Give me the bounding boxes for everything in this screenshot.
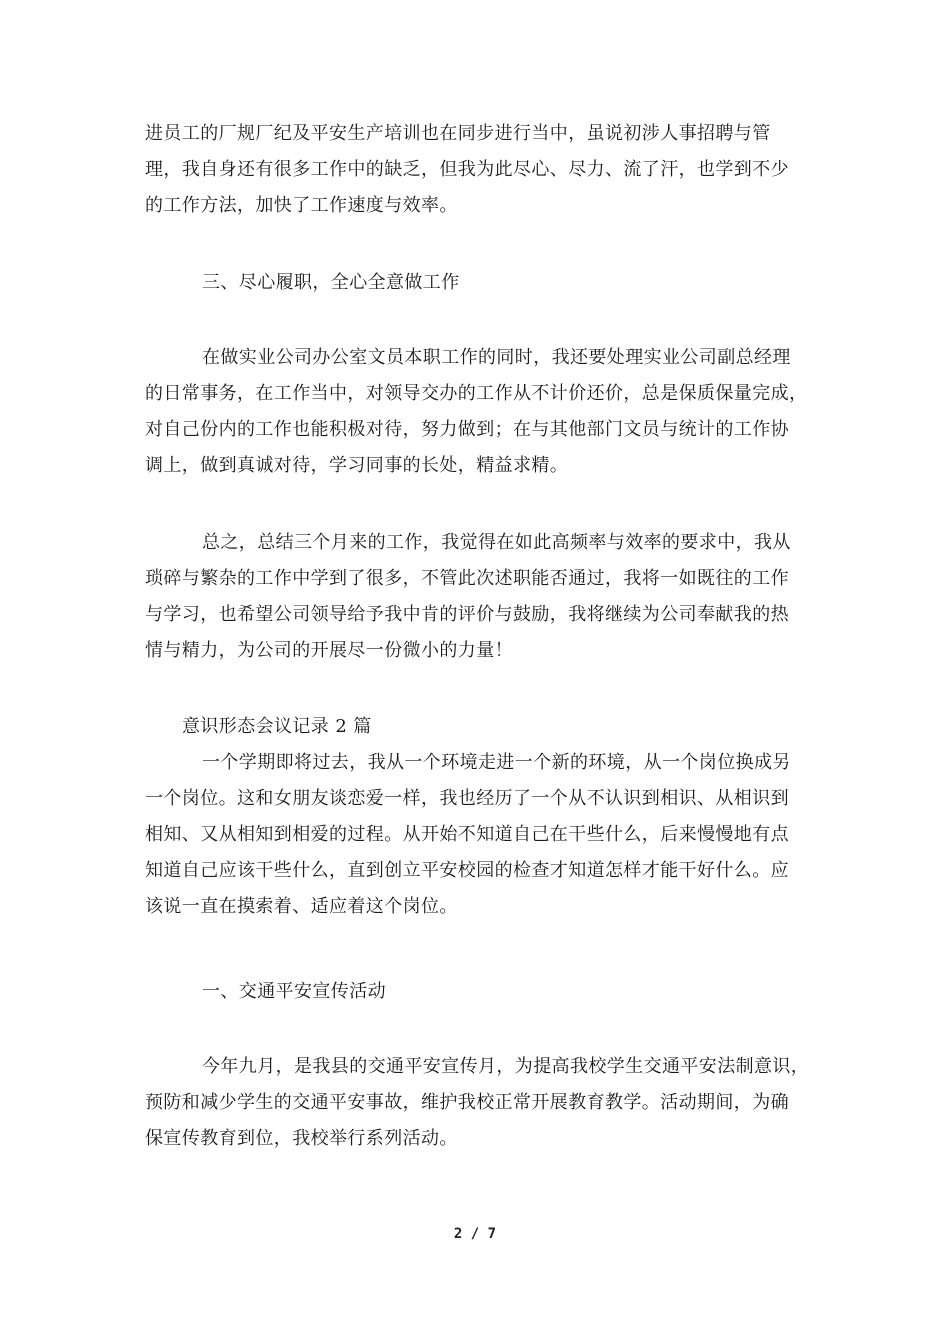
text-line: 调上，做到真诚对待，学习同事的长处，精益求精。 (145, 455, 569, 476)
text-line: 总之，总结三个月来的工作，我觉得在如此高频率与效率的要求中，我从 (202, 532, 791, 553)
page-number: 2 / 7 (453, 1226, 497, 1242)
text-line: 保宣传教育到位，我校举行系列活动。 (145, 1128, 458, 1149)
text-line: 相知、又从相知到相爱的过程。从开始不知道自己在干些什么，后来慢慢地有点 (145, 824, 789, 845)
text-line: 该说一直在摸索着、适应着这个岗位。 (145, 896, 458, 917)
text-line: 琐碎与繁杂的工作中学到了很多，不管此次述职能否通过，我将一如既往的工作 (145, 568, 789, 589)
section-heading-dedication: 三、尽心履职，全心全意做工作 (202, 272, 460, 293)
text-line: 一个岗位。这和女朋友谈恋爱一样，我也经历了一个从不认识到相识、从相识到 (145, 788, 789, 809)
text-line: 理，我自身还有很多工作中的缺乏，但我为此尽心、尽力、流了汗，也学到不少 (145, 159, 789, 180)
text-line: 的工作方法，加快了工作速度与效率。 (145, 195, 458, 216)
text-line: 的日常事务，在工作当中，对领导交办的工作从不计价还价，总是保质保量完成， (145, 383, 808, 404)
text-line: 进员工的厂规厂纪及平安生产培训也在同步进行当中，虽说初涉人事招聘与管 (145, 123, 771, 144)
text-line: 与学习，也希望公司领导给予我中肯的评价与鼓励，我将继续为公司奉献我的热 (145, 604, 789, 625)
paragraph-hr-training (145, 116, 815, 224)
paragraph-office-duties (145, 340, 815, 484)
text-line: 今年九月，是我县的交通平安宣传月，为提高我校学生交通平安法制意识， (202, 1056, 810, 1077)
paragraph-semester-intro (145, 745, 815, 925)
paragraph-summary (145, 525, 815, 669)
text-line: 知道自己应该干些什么，直到创立平安校园的检查才知道怎样才能干好什么。应 (145, 860, 789, 881)
text-line: 在做实业公司办公室文员本职工作的同时，我还要处理实业公司副总经理 (202, 347, 791, 368)
document-title: 意识形态会议记录 2 篇 (182, 716, 372, 737)
text-line: 一个学期即将过去，我从一个环境走进一个新的环境，从一个岗位换成另 (202, 752, 791, 773)
paragraph-traffic-month (145, 1049, 815, 1157)
section-heading-traffic-safety: 一、交通平安宣传活动 (202, 981, 386, 1002)
text-line: 预防和减少学生的交通平安事故，维护我校正常开展教育教学。活动期间，为确 (145, 1092, 789, 1113)
text-line: 情与精力，为公司的开展尽一份微小的力量！ (145, 640, 513, 661)
text-line: 对自己份内的工作也能积极对待，努力做到；在与其他部门文员与统计的工作协 (145, 419, 789, 440)
